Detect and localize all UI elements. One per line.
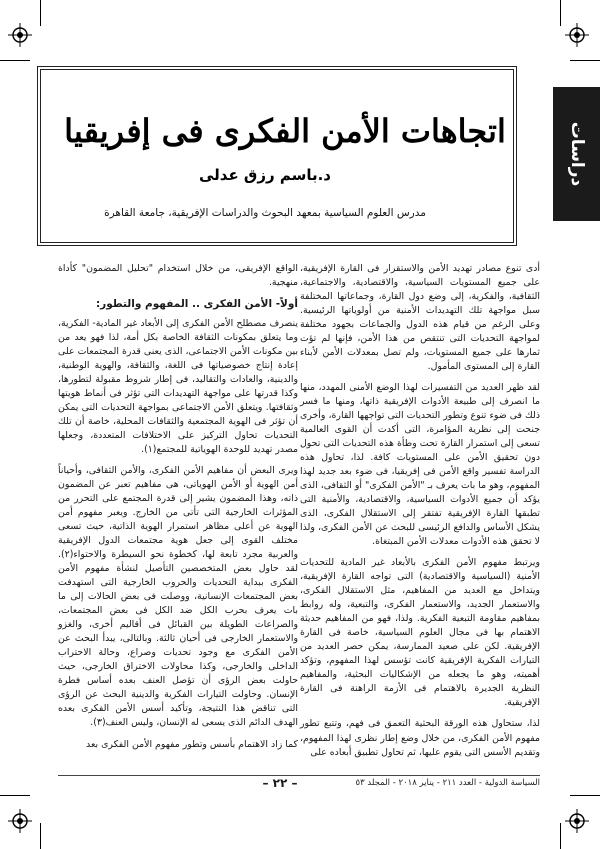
registration-mark-icon [565,23,589,47]
page-number: – ٢٢ – [262,776,298,790]
title-frame [37,66,517,246]
crop-mark [0,795,30,796]
body-paragraph: أدى تنوع مصادر تهديد الأمن والاستقرار فى القارة الإفريقية، على جميع المستويات السياسية، والاقتصادية، والاجتماعية، الثقافية، والفكرية، إلى وضع دول القارة، وجماعاتها المختلفة سبل مواجهة تلك التهديدات الأمنية من أولوياتها الرئيسية. وعلى الرغم من قيام هذه الدول والجماعات بجهود مختلفة لمواجهة التحديات التى تنتقص من هذا الأمن، فإنها لم تؤت ثمارها على جميع المستويات، ولم تصل بمعدلات الأمن لأبناء القارة إلى المستوى المأمول. [300,263,540,373]
journal-citation: السياسة الدولية - العدد ٢١١ - يناير ٢٠١٨ - المجلد ٥٣ [355,778,540,788]
body-paragraph: كما زاد الاهتمام بأسس وتطور مفهوم الأمن الفكرى بعد [86,738,298,750]
crop-mark [570,60,600,61]
crop-mark [40,0,41,26]
registration-mark-icon [565,809,589,833]
section-heading: أولاً- الأمن الفكرى .. المفهوم والتطور: [95,298,298,311]
crop-mark [560,0,561,26]
registration-mark-icon [8,809,32,833]
article-title: اتجاهات الأمن الفكرى فى إفريقيا [64,112,506,150]
body-paragraph: لذا، ستحاول هذه الورقة البحثية التعمق فى فهم، وتتبع تطور مفهوم الأمن الفكرى، من خلال وضع إطار نظرى لهذا المفهوم، وتقديم الأسس التى يقوم عليها، ثم تحاول تطبيق أبعاده على [300,718,540,758]
registration-mark-icon [8,23,32,47]
body-column-left [58,262,298,759]
crop-mark [40,823,41,849]
body-paragraph: الواقع الإفريقى، من خلال استخدام "تحليل المضمون" كأداة منهجية. [58,263,298,289]
body-paragraph: ينصرف مصطلح الأمن الفكرى إلى الأبعاد غير المادية- الفكرية، وما يتعلق بمكونات الثقافة الخاصة بكل أمة، لذا فهو يعد من بين مكونات الأمن الاجتماعى، الذى يعنى قدرة المجتمعات على إعادة إنتاج خصوصياتها فى اللغة، والثقافة، والهوية الوطنية، والدينية، والعادات والتقاليد، فى إطار شروط مقبولة لتطورها، وكذا قدرتها على مواجهة التهديدات التى تؤثر فى أنماط هويتها وثقافتها. ويتعلق الأمن الاجتماعى بمواجهة التحديات التى يمكن أن تؤثر فى الهوية المجتمعية والثقافات المحلية، خاصة أن تلك التحديات تحاول التركيز على الاختلافات المتعددة، وجعلها مصدر تهديد للوحدة الهوياتية للمجتمع(١). [58,318,298,456]
body-column-right [300,262,540,767]
crop-mark [0,60,30,61]
section-tab-label: دراسات [567,121,587,187]
body-paragraph: ويرتبط مفهوم الأمن الفكرى بالأبعاد غير المادية للتحديات الأمنية (السياسية والاقتصادية) التى تواجه القارة الإفريقية، ويتداخل مع العديد من المفاهيم، مثل الاستقلال الفكرى، والاستعمار الجديد، والاستعمار الفكرى، والتبعية، وله روابط بمفاهيم مقاومة التبعية الفكرية. ولذا، فهو من المفاهيم حديثة الاهتمام بها فى مجال العلوم السياسية، خاصة فى القارة الإفريقية. لكن على صعيد الممارسة، يمكن حصر العديد من التيارات الفكرية الإفريقية كانت تؤسس لهذا المفهوم، وتؤكد أهميته، وهو ما يجعله من الإشكاليات البحثية، والمفاهيم النظرية الجديرة بالاهتمام فى الأزمة الراهنة فى القارة الإفريقية. [300,557,540,709]
body-paragraph: لقد ظهر العديد من التفسيرات لهذا الوضع الأمنى المهدد، منها ما انصرف إلى طبيعة الأدوات الإفريقية ذاتها، ومنها ما فسر ذلك فى ضوء تنوع وتطور التحديات التى تواجهها القارة، وأخرى جنحت إلى نظرية المؤامرة، التى أكدت أن القوى العالمية تسعى إلى استمرار القارة تحت وطأة هذه التحديات التى تحول دون تحقيق الأمن على المستويات كافة. لذا، تحاول هذه الدراسة تفسير واقع الأمن فى إفريقيا، فى ضوء بعد جديد لهذا المفهوم، وهو ما بات يعرف بـ "الأمن الفكرى" أو الثقافى، الذى يؤكد أن جميع الأدوات السياسية، والاقتصادية، والأمنية التى تطبقها القارة الإفريقية تفتقر إلى الاستقلال الفكرى، الذى يشكل الأساس والدافع الرئيسى للبحث عن الأمن الفكرى، ولذا لا تحقق هذه الأدوات معدلات الأمن المبتغاة. [300,382,540,548]
body-paragraph: ويرى البعض أن مفاهيم الأمن الفكرى، والأمن الثقافى، وأحياناً أمن الهوية أو الأمن الهوياتى، هى مفاهيم تعبر عن المضمون ذاته، وهذا المضمون يشير إلى قدرة المجتمع على التحرر من المؤثرات الخارجية التى تأتى من الخارج. ويعبر مفهوم أمن الهوية عن أعلى مظاهر استمرار الهوية الذاتية، حيث تسعى مختلف القوى إلى جعل هوية مجتمعات الدول الإفريقية والعربية مجرد تابعة لها، كخطوة نحو السيطرة والاحتواء(٢). لقد حاول بعض المتخصصين التأصيل لنشأة مفهوم الأمن الفكرى ببداية التحديات والحروب الخارجية التى استهدفت بعض المجتمعات الإنسانية، ووصلت فى بعض الحالات إلى ما بات يعرف بحرب الكل ضد الكل فى بعض المجتمعات، والصراعات الطويلة بين القبائل فى أقاليم أخرى، والغزو والاستعمار الخارجى فى أحيان ثالثة. وبالتالى، يبدأ البحث عن الأمن الفكرى مع وجود تحديات وصراع، وحالة الاحتراب الداخلى والخارجى، وكذا محاولات الاختراق الخارجى، حيث حاولت بعض الرؤى أن تؤصل العنف بعده أساس فطرة الإنسان. وحاولت التيارات الفكرية والدينية البحث عن الرؤى التى تناقض هذا النتيجة، وتأكيد أسس الأمن الفكرى بعده الهدف الدائم الذى يسعى له الإنسان، وليس العنف(٣). [58,465,298,729]
crop-mark [560,823,561,849]
crop-mark [570,795,600,796]
article-author: د.باسم رزق عدلى [198,166,332,184]
section-tab [553,87,600,221]
author-affiliation: مدرس العلوم السياسية بمعهد البحوث والدراسات الإفريقية، جامعة القاهرة [104,207,426,219]
